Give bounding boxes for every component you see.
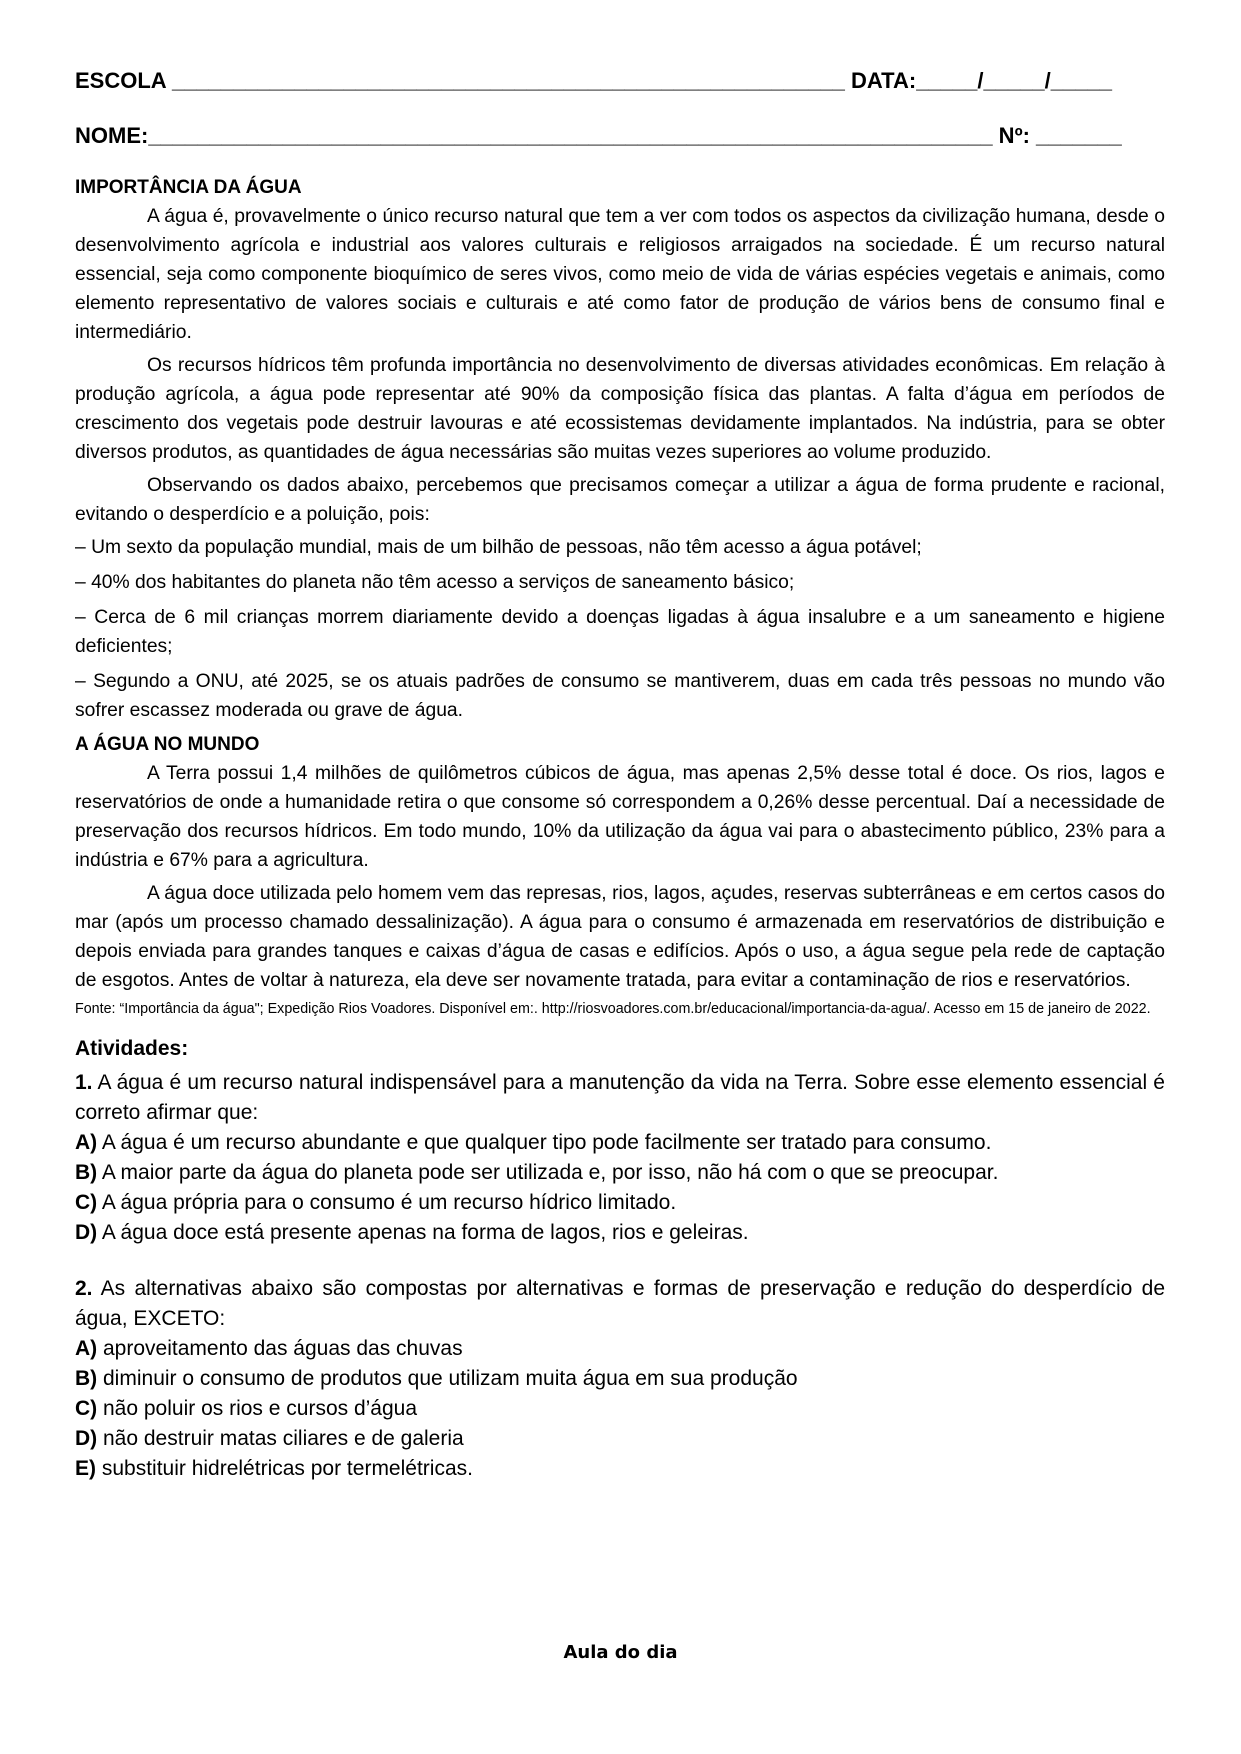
- paragraph: Os recursos hídricos têm profunda importância no desenvolvimento de diversas atividades econômicas. Em relação à produção agrícola, a água pode representar até 90% da composição física das plantas. A falta d’água em períodos de crescimento dos vegetais pode destruir lavouras e até ecossistemas devidamente implantados. Na indústria, para se obter diversos produtos, as quantidades de água necessárias são muitas vezes superiores ao volume produzido.: [75, 355, 1165, 463]
- option-text: não poluir os rios e cursos d’água: [97, 1397, 418, 1420]
- option-a: [75, 1334, 1165, 1364]
- paragraph: A Terra possui 1,4 milhões de quilômetros cúbicos de água, mas apenas 2,5% desse total é doce. Os rios, lagos e reservatórios de onde a humanidade retira o que consome só correspondem a 0,26% desse percentual. Daí a necessidade de preservação dos recursos hídricos. Em todo mundo, 10% da utilização da água vai para o abastecimento público, 23% para a indústria e 67% para a agricultura.: [75, 763, 1165, 871]
- option-letter: C): [75, 1191, 98, 1214]
- bullet-item: – Cerca de 6 mil crianças morrem diariamente devido a doenças ligadas à água insalubre e a um saneamento e higiene deficientes;: [75, 607, 1165, 657]
- worksheet-page: [75, 68, 1165, 1484]
- question-text: A água é um recurso natural indispensável para a manutenção da vida na Terra. Sobre esse elemento essencial é correto afirmar que:: [75, 1071, 1165, 1124]
- option-c: [75, 1394, 1165, 1424]
- question-number: 1.: [75, 1071, 93, 1094]
- source-citation: Fonte: “Importância da água"; Expedição Rios Voadores. Disponível em:. http://riosvoadores.com.br/educacional/importancia-da-agua/. Acesso em 15 de janeiro de 2022.: [75, 1001, 1151, 1017]
- name-number-line: NOME:_____________________________________________________________________ Nº: _______: [75, 123, 1122, 148]
- option-text: A água doce está presente apenas na forma de lagos, rios e geleiras.: [97, 1221, 749, 1244]
- paragraph: A água é, provavelmente o único recurso natural que tem a ver com todos os aspectos da civilização humana, desde o desenvolvimento agrícola e industrial aos valores culturais e religiosos arraigados na sociedade. É um recurso natural essencial, seja como componente bioquímico de seres vivos, como meio de vida de várias espécies vegetais e animais, como elemento representativo de valores sociais e culturais e até como fator de produção de vários bens de consumo final e intermediário.: [75, 206, 1165, 343]
- school-date-line: ESCOLA _______________________________________________________ DATA:_____/_____/_____: [75, 68, 1112, 93]
- footer-text: Aula do dia: [563, 1642, 678, 1663]
- option-text: A água é um recurso abundante e que qualquer tipo pode facilmente ser tratado para consumo.: [97, 1131, 992, 1154]
- paragraph: A água doce utilizada pelo homem vem das represas, rios, lagos, açudes, reservas subterrâneas e em certos casos do mar (após um processo chamado dessalinização). A água para o consumo é armazenada em reservatórios de distribuição e depois enviada para grandes tanques e caixas d’água de casas e edifícios. Após o uso, a água segue pela rede de captação de esgotos. Antes de voltar à natureza, ela deve ser novamente tratada, para evitar a contaminação de rios e reservatórios.: [75, 883, 1165, 991]
- option-letter: E): [75, 1457, 96, 1480]
- option-letter: B): [75, 1367, 98, 1390]
- bullet-item: – Um sexto da população mundial, mais de um bilhão de pessoas, não têm acesso a água potável;: [75, 537, 922, 558]
- option-text: A maior parte da água do planeta pode ser utilizada e, por isso, não há com o que se preocupar.: [97, 1161, 999, 1184]
- option-letter: D): [75, 1427, 98, 1450]
- option-text: aproveitamento das águas das chuvas: [97, 1337, 463, 1360]
- activities-title: Atividades:: [75, 1037, 189, 1060]
- option-d: [75, 1218, 1165, 1248]
- option-letter: A): [75, 1337, 98, 1360]
- question-2: [75, 1274, 1165, 1334]
- option-letter: A): [75, 1131, 98, 1154]
- question-number: 2.: [75, 1277, 93, 1300]
- option-a: [75, 1128, 1165, 1158]
- option-text: substituir hidrelétricas por termelétricas.: [96, 1457, 473, 1480]
- option-d: [75, 1424, 1165, 1454]
- bullet-item: – 40% dos habitantes do planeta não têm acesso a serviços de saneamento básico;: [75, 572, 795, 593]
- option-letter: B): [75, 1161, 98, 1184]
- question-text: As alternativas abaixo são compostas por alternativas e formas de preservação e redução do desperdício de água, EXCETO:: [75, 1277, 1165, 1330]
- section-title-importancia: IMPORTÂNCIA DA ÁGUA: [75, 177, 302, 198]
- question-1: [75, 1068, 1165, 1128]
- option-text: não destruir matas ciliares e de galeria: [97, 1427, 464, 1450]
- option-e: [75, 1454, 1165, 1484]
- bullet-item: – Segundo a ONU, até 2025, se os atuais padrões de consumo se mantiverem, duas em cada três pessoas no mundo vão sofrer escassez moderada ou grave de água.: [75, 671, 1165, 721]
- option-b: [75, 1364, 1165, 1394]
- option-text: diminuir o consumo de produtos que utilizam muita água em sua produção: [97, 1367, 798, 1390]
- paragraph: Observando os dados abaixo, percebemos que precisamos começar a utilizar a água de forma prudente e racional, evitando o desperdício e a poluição, pois:: [75, 475, 1165, 525]
- option-letter: C): [75, 1397, 98, 1420]
- option-letter: D): [75, 1221, 98, 1244]
- option-text: A água própria para o consumo é um recurso hídrico limitado.: [97, 1191, 677, 1214]
- option-c: [75, 1188, 1165, 1218]
- section-title-agua-no-mundo: A ÁGUA NO MUNDO: [75, 734, 260, 755]
- option-b: [75, 1158, 1165, 1188]
